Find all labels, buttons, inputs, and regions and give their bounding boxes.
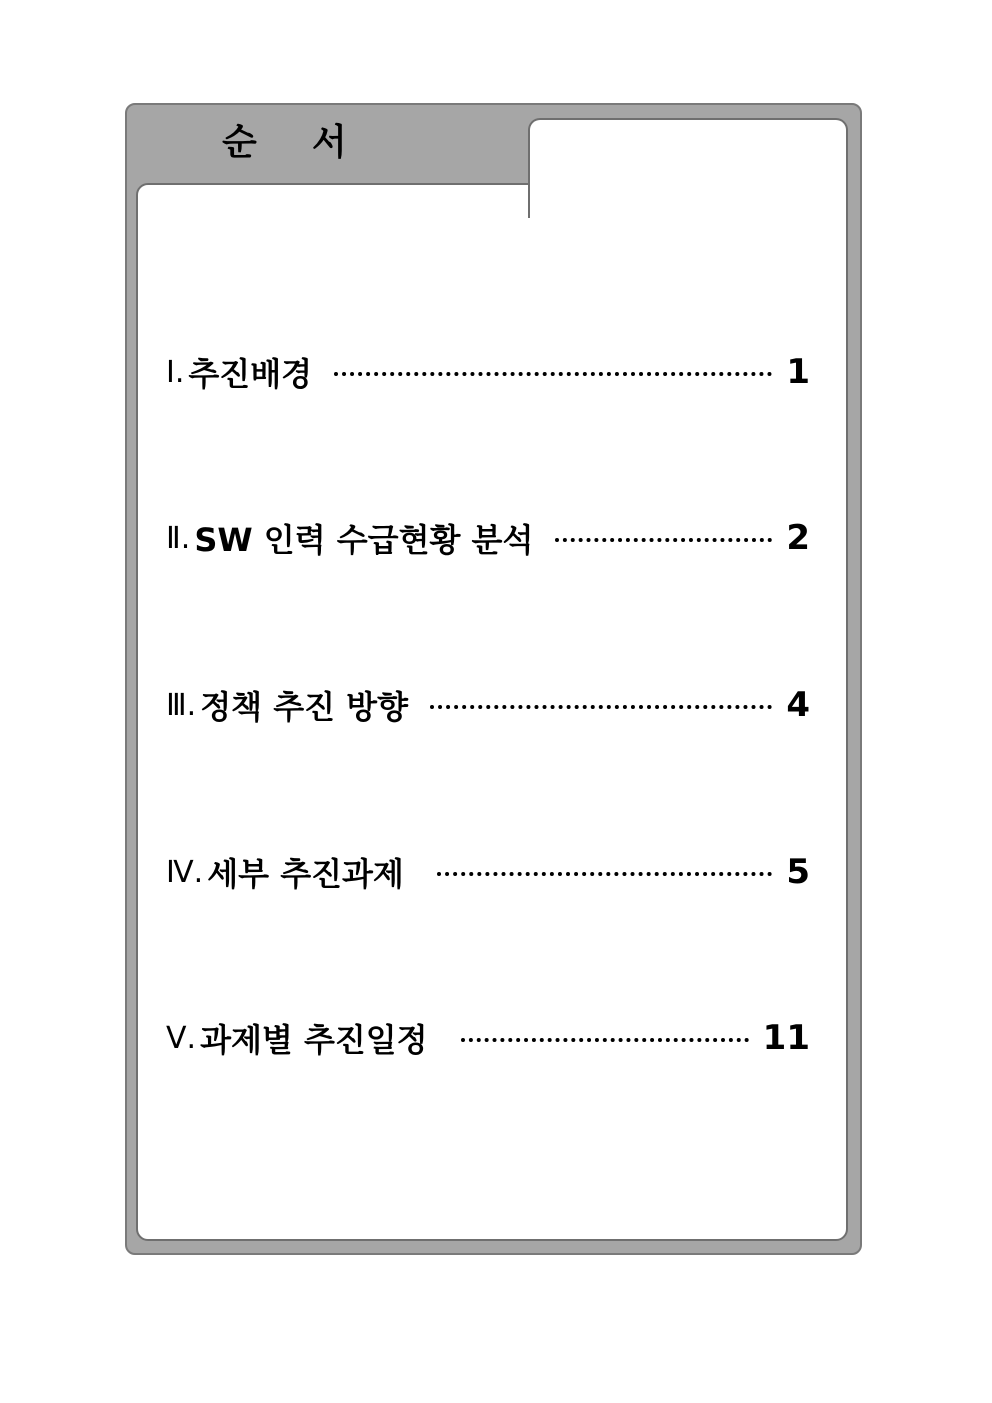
toc-entry-page: 2 bbox=[786, 518, 810, 558]
toc-entry-title: 추진배경 bbox=[188, 355, 313, 393]
toc-entry-page: 1 bbox=[786, 352, 810, 392]
toc-entry-4 bbox=[166, 847, 810, 897]
toc-leader-dots bbox=[555, 538, 772, 542]
toc-entry-page: 4 bbox=[786, 685, 810, 725]
toc-entry-5 bbox=[166, 1013, 810, 1063]
toc-entry-page: 5 bbox=[786, 852, 810, 892]
toc-entry-1 bbox=[166, 347, 810, 397]
page-title: 순 서 bbox=[222, 122, 348, 163]
toc-entry-page: 11 bbox=[762, 1018, 810, 1058]
toc-entry-title: 정책 추진 방향 bbox=[200, 688, 408, 726]
toc-entry-title: SW 인력 수급현황 분석 bbox=[194, 521, 534, 559]
toc-entry-2 bbox=[166, 513, 810, 563]
toc-entry-number: Ⅲ. bbox=[166, 687, 197, 723]
toc-entry-number: Ⅰ. bbox=[166, 354, 185, 390]
toc-leader-dots bbox=[430, 705, 772, 709]
toc-entry-title: 세부 추진과제 bbox=[207, 855, 415, 893]
toc-entry-number: Ⅴ. bbox=[166, 1020, 197, 1056]
toc-leader-dots bbox=[437, 872, 772, 876]
toc-entry-number: Ⅱ. bbox=[166, 520, 191, 556]
toc-panel-join bbox=[530, 160, 846, 220]
toc-entry-3 bbox=[166, 680, 810, 730]
toc-entry-title: 과제별 추진일정 bbox=[200, 1021, 439, 1059]
toc-entry-number: Ⅳ. bbox=[166, 854, 204, 890]
toc-leader-dots bbox=[334, 372, 772, 376]
toc-leader-dots bbox=[461, 1038, 749, 1042]
